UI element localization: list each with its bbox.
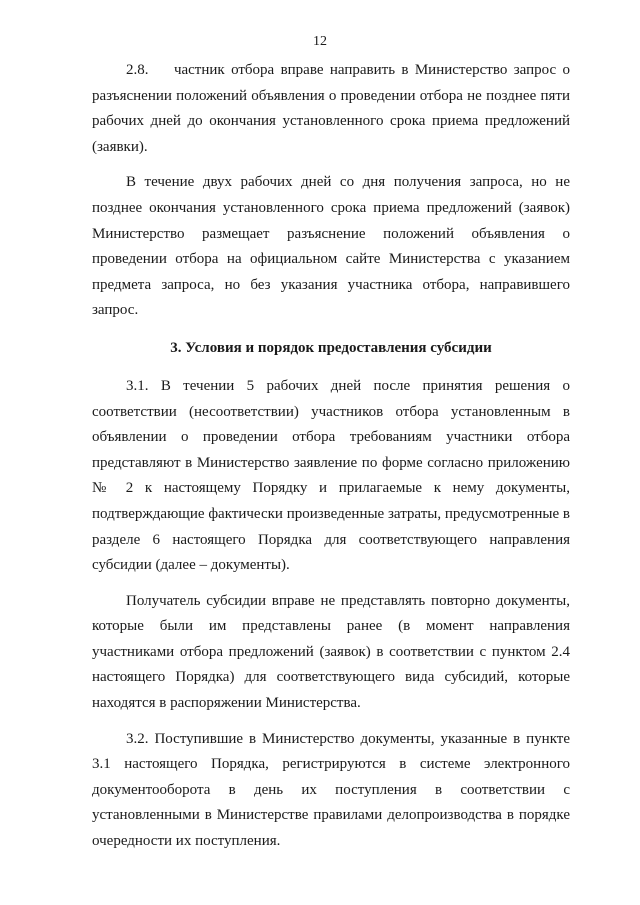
- paragraph-3-1: 3.1. В течении 5 рабочих дней после принятия решения о соответствии (несоответствии) участников отбора установленным в объявлении о проведении отбора требованиям участники отбора представляют в Министерство заявление по форме согласно приложению № 2 к настоящему Порядку и прилагаемые к нему документы, подтверждающие фактически произведенные затраты, предусмотренные в разделе 6 настоящего Порядка для соответствующего направления субсидии (далее – документы).: [92, 377, 570, 574]
- page-number: 12: [313, 34, 327, 49]
- document-body: [92, 58, 570, 855]
- paragraph-2-8: 2.8. частник отбора вправе направить в Министерство запрос о разъяснении положений объявления о проведении отбора не позднее пяти рабочих дней до окончания установленного срока приема предложений (заявки).: [92, 62, 570, 155]
- paragraph-3-2: 3.2. Поступившие в Министерство документы, указанные в пункте 3.1 настоящего Порядка, регистрируются в системе электронного документооборота в день их поступления в соответствии с установленными в Министерстве правилами делопроизводства в порядке очередности их поступления.: [92, 730, 570, 850]
- section-heading-3: 3. Условия и порядок предоставления субсидии: [170, 339, 492, 356]
- paragraph-clarification-procedure: В течение двух рабочих дней со дня получения запроса, но не позднее окончания установленного срока приема предложений (заявок) Министерство размещает разъяснение положений объявления о проведении отбора на официальном сайте Министерства с указанием предмета запроса, но без указания участника отбора, направившего запрос.: [92, 174, 570, 319]
- paragraph-recipient-documents: Получатель субсидии вправе не представлять повторно документы, которые были им представлены ранее (в момент направления участниками отбора предложений (заявок) в соответствии с пунктом 2.4 настоящего Порядка) для соответствующего вида субсидий, которые находятся в распоряжении Министерства.: [92, 592, 570, 712]
